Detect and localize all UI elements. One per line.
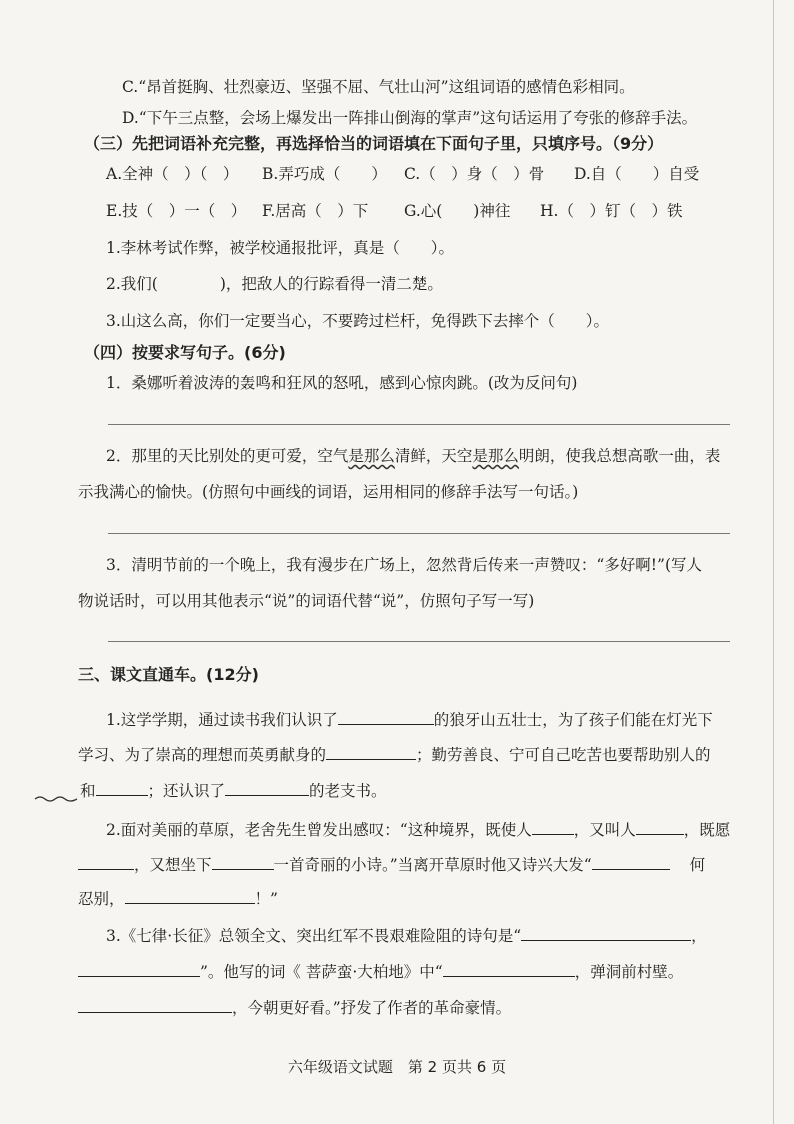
section3-q2: 2.我们( )，把敌人的行踪看得一清二楚。 — [106, 275, 443, 293]
q2-text-f: 何 — [689, 856, 706, 874]
part3-q2-line2 — [78, 853, 705, 876]
section4-q2-line2: 示我满心的愉快。(仿照句中画线的词语，运用相同的修辞手法写一句话。) — [78, 483, 579, 501]
option-d: D.“下午三点整，会场上爆发出一阵排山倒海的掌声”这句话运用了夸张的修辞手法。 — [122, 109, 698, 127]
page-footer: 六年级语文试题 第 2 页共 6 页 — [287, 1058, 507, 1076]
q1-text-a: 1.这学学期，通过读书我们认识了 — [106, 711, 338, 729]
q2-text-post: 明朗，使我总想高歌一曲，表 — [518, 447, 721, 465]
part3-q3-line3 — [78, 996, 511, 1019]
q1-text-g: 的老支书。 — [309, 782, 387, 800]
part3-heading: 三、课文直通车。(12分) — [78, 665, 259, 684]
q2-underlined-word-2: 是那么 — [472, 447, 519, 465]
word-h: H.（ ）钉（ ）铁 — [540, 202, 683, 220]
answer-line-3[interactable] — [108, 641, 730, 642]
part3-q2-line1 — [106, 818, 730, 841]
blank-poem-2[interactable] — [125, 887, 255, 904]
section4-q3-line2: 物说话时，可以用其他表示“说”的词语代替“说”，仿照句子写一写) — [78, 592, 535, 610]
section3-heading: （三）先把词语补充完整，再选择恰当的词语填在下面句子里，只填序号。（9分） — [84, 134, 664, 153]
word-e: E.技（ ）一（ ） — [106, 202, 247, 220]
section4-heading: （四）按要求写句子。(6分) — [84, 343, 286, 362]
word-f: F.居高（ ）下 — [262, 202, 369, 220]
word-c: C.（ ）身（ ）骨 — [404, 165, 545, 183]
word-g: G.心( )神往 — [404, 202, 511, 220]
blank-person[interactable] — [96, 779, 148, 796]
section3-q3: 3.山这么高，你们一定要当心，不要跨过栏杆，免得跌下去摔个（ ）。 — [106, 312, 610, 330]
q1-text-e: 和 — [80, 782, 96, 800]
q2-text-e: 一首奇丽的小诗。”当离开草原时他又诗兴大发“ — [273, 856, 592, 874]
blank-feel-1[interactable] — [532, 818, 574, 835]
q2-text-h: ！” — [254, 890, 278, 908]
blank-feel-2[interactable] — [636, 818, 684, 835]
part3-q1-line3 — [80, 779, 387, 802]
blank-wolf-tooth-heroes[interactable] — [338, 708, 434, 725]
q2-text-a: 2.面对美丽的草原，老舍先生曾发出感叹：“这种境界，既使人 — [106, 821, 532, 839]
q1-text-b: 的狼牙山五壮士，为了孩子们能在灯光下 — [433, 711, 713, 729]
word-a: A.全神（ ）（ ） — [106, 165, 239, 183]
q1-text-d: ；勤劳善良、宁可自己吃苦也要帮助别人的 — [416, 746, 711, 764]
part3-q2-line3 — [78, 887, 278, 910]
section3-q1: 1.李林考试作弊，被学校通报批评，真是（ ）。 — [106, 239, 455, 257]
blank-feel-3[interactable] — [78, 853, 134, 870]
q1-text-c: 学习、为了崇高的理想而英勇献身的 — [78, 746, 327, 764]
blank-hero[interactable] — [326, 743, 416, 760]
part3-q3-line1 — [106, 924, 707, 947]
q3-text-a: 3.《七律·长征》总领全文、突出红军不畏艰难险阻的诗句是“ — [106, 927, 522, 945]
q3-text-d: ，弹洞前村壁。 — [574, 963, 684, 981]
part3-q3-line2 — [78, 960, 683, 983]
blank-long-march-2[interactable] — [78, 960, 200, 977]
q2-text-b: ，又叫人 — [573, 821, 636, 839]
blank-secretary[interactable] — [225, 779, 309, 796]
word-b: B.弄巧成（ ） — [262, 165, 387, 183]
q3-text-e: ，今朝更好看。”抒发了作者的革命豪情。 — [232, 999, 512, 1017]
scan-edge-line — [773, 0, 774, 1124]
option-c: C.“昂首挺胸、壮烈豪迈、坚强不屈、气壮山河”这组词语的感情色彩相同。 — [122, 78, 635, 96]
q3-text-c: ”。他写的词《 菩萨蛮·大柏地》中“ — [200, 963, 443, 981]
q1-text-f: ；还认识了 — [147, 782, 226, 800]
q2-text-mid: 清鲜，天空 — [394, 447, 473, 465]
answer-line-1[interactable] — [108, 424, 730, 425]
q3-text-b: ， — [691, 927, 707, 945]
blank-dabaidi-1[interactable] — [443, 960, 575, 977]
handwritten-scribble — [34, 793, 78, 803]
q2-text-c: ，既愿 — [683, 821, 731, 839]
word-d: D.自（ ）自受 — [574, 165, 700, 183]
section4-q1: 1．桑娜听着波涛的轰鸣和狂风的怒吼，感到心惊肉跳。(改为反问句) — [106, 374, 578, 392]
q2-text-d: ，又想坐下 — [134, 856, 212, 874]
answer-line-2[interactable] — [108, 533, 730, 534]
section4-q3-line1: 3．清明节前的一个晚上，我有漫步在广场上，忽然背后传来一声赞叹：“多好啊!”(写人 — [106, 556, 702, 574]
blank-recite[interactable] — [212, 853, 274, 870]
part3-q1-line2 — [78, 743, 711, 766]
section4-q2 — [106, 445, 720, 467]
blank-poem-1[interactable] — [592, 853, 670, 870]
blank-long-march-1[interactable] — [521, 924, 691, 941]
q2-text-pre: 2．那里的天比别处的更可爱，空气 — [106, 447, 349, 465]
part3-q1-line1 — [106, 708, 713, 731]
q2-text-g: 忍别， — [78, 890, 125, 908]
blank-dabaidi-2[interactable] — [78, 996, 232, 1013]
q2-underlined-word-1: 是那么 — [348, 447, 395, 465]
